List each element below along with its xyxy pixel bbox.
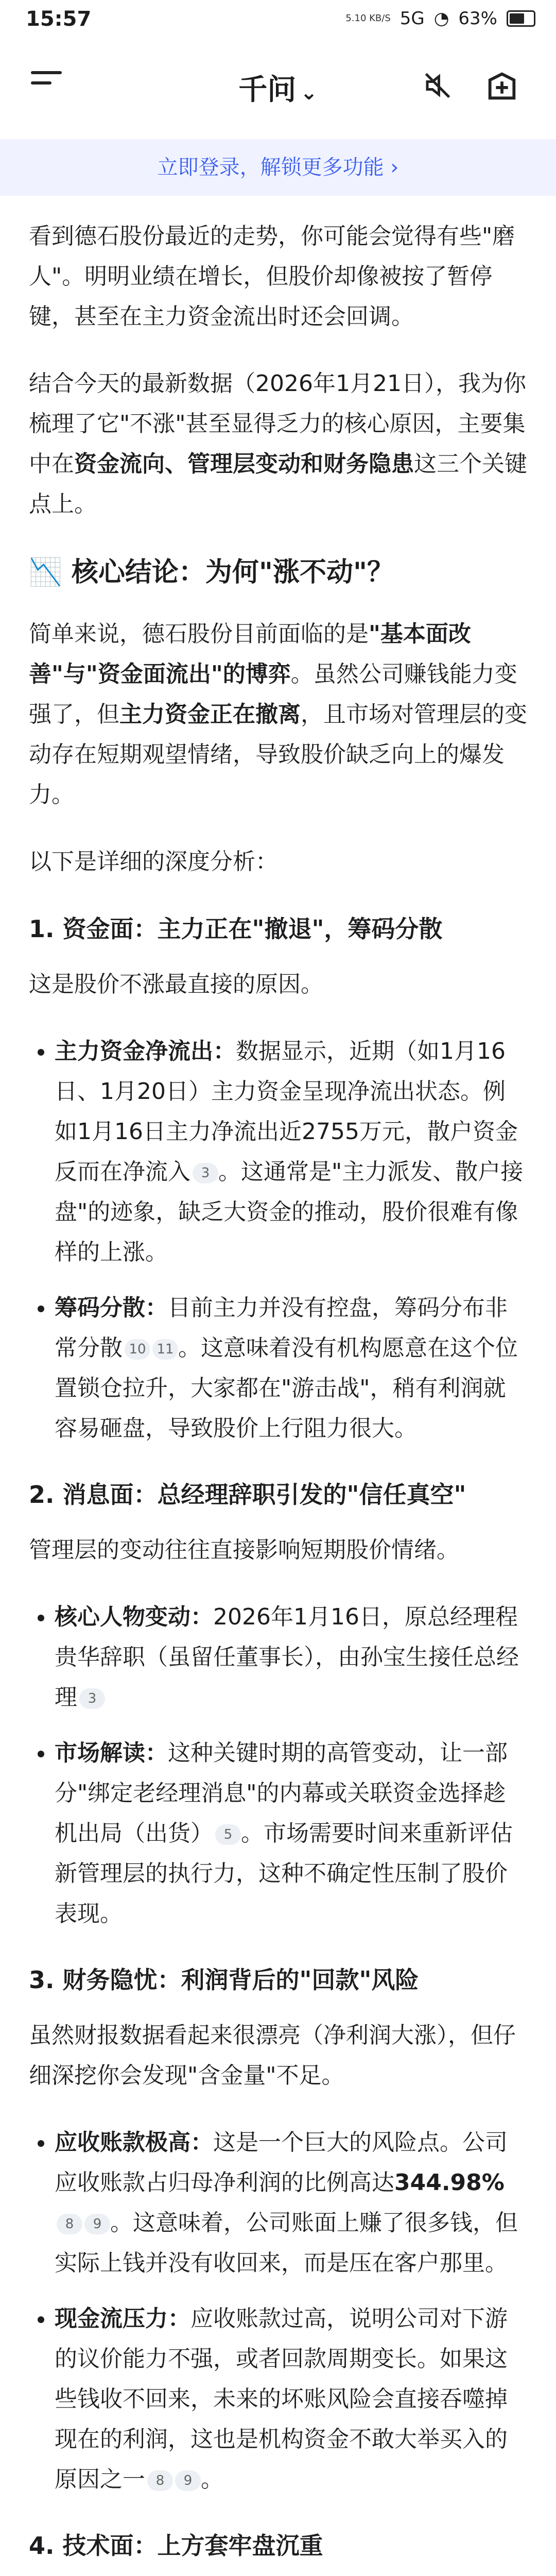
citation-badge[interactable]: 8	[147, 2470, 173, 2491]
intro-paragraph-1: 看到德石股份最近的走势，你可能会觉得有些"磨人"。明明业绩在增长，但股价却像被按了暂停键，甚至在主力资金流出时还会回调。	[29, 223, 515, 330]
page-title[interactable]	[0, 67, 556, 108]
item-text: 2026年1月16日，原总经理程贵华辞职（虽留任董事长），由孙宝生接任总经理	[55, 1604, 519, 1710]
item-label: 市场解读：	[55, 1740, 168, 1766]
login-banner[interactable]: 立即登录，解锁更多功能 ›	[0, 139, 556, 196]
title-text: 千问	[238, 73, 297, 107]
list-item	[55, 1733, 527, 1934]
list-item	[55, 1031, 527, 1273]
list-item	[55, 2123, 527, 2283]
battery-icon	[507, 10, 535, 27]
citation-badge[interactable]: 9	[84, 2214, 110, 2234]
status-icons	[345, 8, 535, 29]
section-4-title: 4. 技术面：上方套牢盘沉重	[29, 2532, 323, 2560]
core-text: 简单来说，德石股份目前面临的是	[29, 621, 369, 647]
network-speed: 5.10 KB/S	[345, 13, 391, 24]
status-bar	[0, 0, 556, 41]
section-3-title: 3. 财务隐忧：利润背后的"回款"风险	[29, 1966, 419, 1994]
item-text: 应收账款过高，说明公司对下游的议价能力不强，或者回款周期变长。如果这些钱收不回来，未来的坏账风险会直接吞噬掉现在的利润，这也是机构资金不敢大举买入的原因之一	[55, 2306, 508, 2493]
item-label: 核心人物变动：	[55, 1604, 213, 1630]
item-text: 。这通常是"主力派发、散户接盘"的迹象，缺乏大资金的推动，股价很难有像样的上涨。	[55, 1159, 524, 1265]
battery-label: 63%	[458, 8, 497, 29]
item-text: 这种关键时期的高管变动，让一部分"绑定老经理消息"的内幕或关联资金选择趁机出局（出货）	[55, 1740, 508, 1846]
citation-badge[interactable]: 3	[193, 1163, 218, 1183]
citation-badge[interactable]: 8	[57, 2214, 82, 2234]
mute-icon[interactable]	[422, 70, 453, 101]
wifi-icon: ◔	[433, 8, 449, 29]
section-1-lead: 这是股价不涨最直接的原因。	[29, 971, 323, 997]
section-1-title: 1. 资金面：主力正在"撤退"，筹码分散	[29, 915, 443, 943]
section-1-list	[29, 1031, 527, 1449]
item-text: 数据显示，近期（如1月16日、1月20日）主力资金呈现净流出状态。例如1月16日主力净流出近2755万元，散户资金反而在净流入	[55, 1038, 518, 1185]
list-item	[55, 1288, 527, 1449]
section-2-lead: 管理层的变动往往直接影响短期股价情绪。	[29, 1537, 459, 1563]
status-time: 15:57	[26, 7, 92, 31]
citation-badge[interactable]: 9	[175, 2470, 201, 2491]
chevron-down-icon: ⌄	[300, 81, 318, 105]
signal-label: 5G	[399, 8, 425, 29]
core-bold-2: 主力资金正在撤离	[119, 701, 301, 727]
item-text: 目前主力并没有控盘，筹码分布非常分散	[55, 1295, 508, 1361]
core-bold: "基本面改善"与"资金面流出"的博弈	[29, 621, 471, 687]
item-label: 应收账款极高：	[55, 2129, 213, 2156]
intro-paragraph-2	[29, 364, 527, 524]
item-text: 。市场需要时间来重新评估新管理层的执行力，这种不确定性压制了股价表现。	[55, 1820, 513, 1927]
intro-text: 结合今天的最新数据（2026年1月21日），我为你梳理了它"不涨"甚至显得乏力的核心原因，主要集中在	[29, 370, 526, 477]
item-label: 主力资金净流出：	[55, 1038, 236, 1064]
item-text: 。这意味着，公司账面上赚了很多钱，但实际上钱并没有收回来，而是压在客户那里。	[55, 2210, 518, 2276]
analysis-lead: 以下是详细的深度分析：	[29, 849, 278, 875]
item-text: 这是一个巨大的风险点。公司应收账款占归母净利润的比例高达	[55, 2129, 508, 2196]
item-label: 现金流压力：	[55, 2306, 190, 2332]
item-bold: 344.98%	[394, 2170, 505, 2196]
section-3-lead: 虽然财报数据看起来很漂亮（净利润大涨），但仔细深挖你会发现"含金量"不足。	[29, 2022, 516, 2089]
item-text: 。这意味着没有机构愿意在这个位置锁仓拉升，大家都在"游击战"，稍有利润就容易砸盘，导致股价上行阻力很大。	[55, 1335, 518, 1442]
intro-text-end: 这三个关键点上。	[29, 451, 527, 517]
core-paragraph	[29, 614, 527, 815]
core-text-mid: 。虽然公司赚钱能力变强了，但	[29, 661, 517, 727]
core-heading: 📉 核心结论：为何"涨不动"？	[29, 557, 394, 588]
core-text-end: ，且市场对管理层的变动存在短期观望情绪，导致股价缺乏向上的爆发力。	[29, 701, 527, 808]
citation-badge[interactable]: 5	[215, 1824, 241, 1845]
section-2-title: 2. 消息面：总经理辞职引发的"信任真空"	[29, 1481, 466, 1509]
list-item: • 现金流压力：应收账款过高，说明公司对下游的议价能力不强，或者回款周期变长。如果这些钱收不回来，未来的坏账风险会直接吞噬掉现在的利润，这也是机构资金不敢大举买入的原因之一 8 9 。	[55, 2299, 527, 2500]
citation-badge[interactable]: 10	[125, 1339, 150, 1360]
list-item	[55, 1597, 527, 1718]
citation-badge[interactable]: 11	[152, 1339, 178, 1360]
section-2-list	[29, 1597, 527, 1934]
answer-content	[29, 216, 527, 2576]
new-chat-icon[interactable]	[484, 68, 520, 104]
item-label: 筹码分散：	[55, 1295, 168, 1321]
section-3-list	[29, 2123, 527, 2500]
top-nav	[0, 52, 556, 124]
intro-bold: 资金流向、管理层变动和财务隐患	[74, 451, 414, 477]
citation-badge[interactable]: 3	[79, 1688, 105, 1709]
